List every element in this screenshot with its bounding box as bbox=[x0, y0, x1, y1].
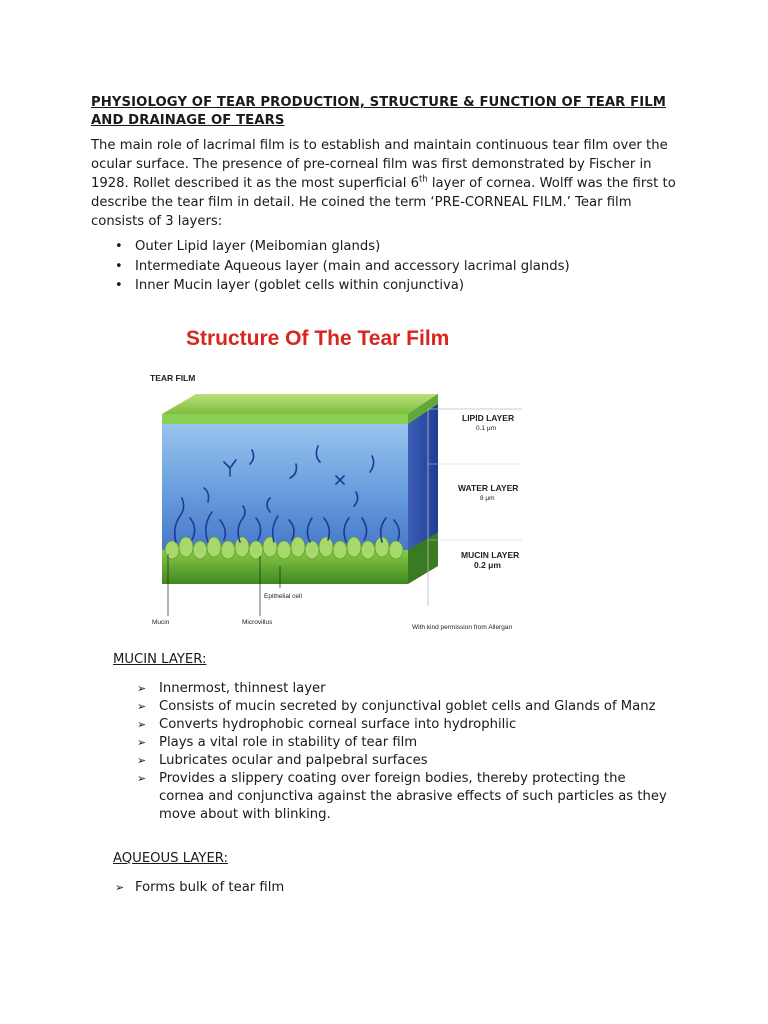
list-item: • Outer Lipid layer (Meibomian glands) bbox=[91, 237, 681, 257]
list-item: • Intermediate Aqueous layer (main and accessory lacrimal glands) bbox=[91, 257, 681, 277]
list-item: • Inner Mucin layer (goblet cells within conjunctiva) bbox=[91, 276, 681, 296]
intro-superscript: th bbox=[418, 174, 428, 185]
list-item: ➢ Converts hydrophobic corneal surface into hydrophilic bbox=[137, 717, 517, 732]
document-title: PHYSIOLOGY OF TEAR PRODUCTION, STRUCTURE & FUNCTION OF TEAR FILM AND DRAINAGE OF TEARS bbox=[91, 95, 666, 128]
list-item: ➢ Consists of mucin secreted by conjunctival goblet cells and Glands of Manz bbox=[137, 699, 656, 714]
figure-credit: With kind permission from Allergan bbox=[412, 624, 513, 631]
water-layer-label: WATER LAYER bbox=[458, 483, 519, 493]
list-item: ➢ Innermost, thinnest layer bbox=[137, 681, 326, 696]
arrow-bullet-icon: ➢ bbox=[137, 700, 147, 713]
lipid-layer-front bbox=[162, 414, 408, 424]
arrow-bullet-icon: ➢ bbox=[137, 754, 147, 767]
mucin-thickness: 0.2 μm bbox=[474, 560, 501, 570]
arrow-bullet-icon: ➢ bbox=[137, 718, 147, 731]
mucin-section-heading: MUCIN LAYER: bbox=[113, 652, 207, 667]
bullet-icon: • bbox=[115, 278, 123, 293]
figure-title: Structure Of The Tear Film bbox=[186, 327, 450, 350]
arrow-bullet-icon: ➢ bbox=[137, 772, 147, 785]
tear-layers-list bbox=[91, 237, 681, 296]
intro-text-part2: layer of cornea. Wolff was the first to describe the tear film in detail. He coined the term ‘PRE-CORNEAL FILM.’ Tear film consists of 3 layers: bbox=[91, 176, 676, 229]
list-item: ➢ Plays a vital role in stability of tear film bbox=[137, 735, 418, 750]
mucin-points-list bbox=[113, 680, 673, 824]
tear-film-figure bbox=[140, 318, 540, 636]
aqueous-points-list bbox=[91, 879, 651, 897]
lipid-thickness: 0.1 μm bbox=[476, 425, 497, 432]
arrow-bullet-icon: ➢ bbox=[137, 736, 147, 749]
mucin-callout: Mucin bbox=[152, 619, 170, 626]
lipid-layer-label: LIPID LAYER bbox=[462, 413, 515, 423]
intro-text-part1: The main role of lacrimal film is to establish and maintain continuous tear film over the ocular surface. The presence of pre-corneal film was first demonstrated by Fischer in 1928. Rollet described it as the most superficial 6 bbox=[91, 138, 668, 191]
water-thickness: 8 μm bbox=[480, 495, 495, 502]
list-item: ➢ Lubricates ocular and palpebral surfaces bbox=[137, 753, 428, 768]
list-item: ➢ Provides a slippery coating over foreign bodies, thereby protecting the cornea and conjunctiva against the abrasive effects of such particles as they move about with blinking. bbox=[137, 771, 667, 822]
aqueous-section-heading: AQUEOUS LAYER: bbox=[113, 851, 228, 866]
arrow-bullet-icon: ➢ bbox=[137, 682, 147, 695]
list-item: ➢ Forms bulk of tear film bbox=[115, 880, 285, 895]
intro-paragraph bbox=[91, 136, 681, 231]
layer-legend bbox=[428, 409, 522, 606]
bullet-icon: • bbox=[115, 258, 123, 274]
bullet-icon: • bbox=[115, 239, 123, 254]
microvillus-callout: Microvillus bbox=[242, 619, 273, 626]
epithelial-cell-callout: Epithelial cell bbox=[264, 593, 302, 600]
arrow-bullet-icon: ➢ bbox=[115, 881, 125, 894]
lipid-layer-top bbox=[162, 394, 438, 414]
tear-film-label: TEAR FILM bbox=[150, 373, 196, 383]
mucin-layer-label: MUCIN LAYER bbox=[461, 550, 520, 560]
